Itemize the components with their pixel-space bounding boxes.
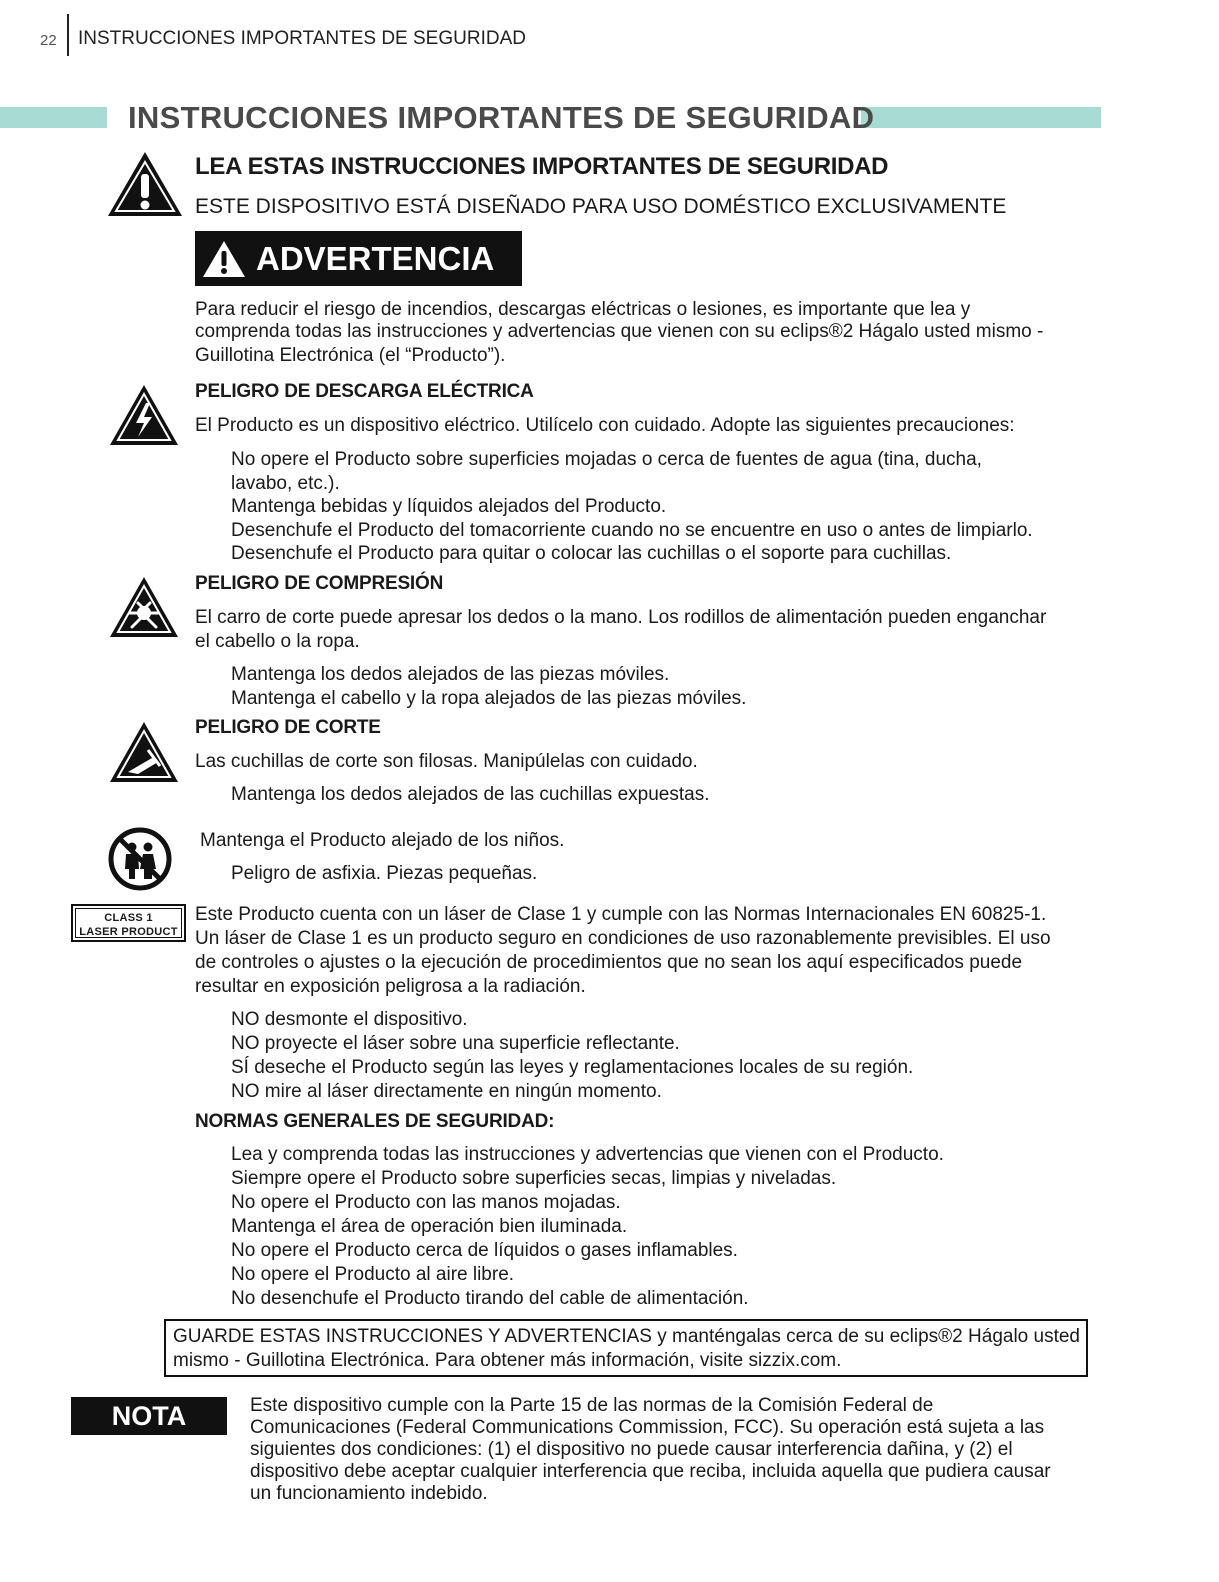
list-item: NO mire al láser directamente en ningún momento. [231,1081,662,1102]
laser-label-line2: LASER PRODUCT [79,926,178,938]
text-line: Comunicaciones (Federal Communications Commission, FCC). Su operación está sujeta a las [250,1417,1045,1438]
title-band-left [0,107,107,128]
warning-label: ADVERTENCIA [256,239,495,277]
list-item: No opere el Producto sobre superficies mojadas o cerca de fuentes de agua (tina, ducha, [231,449,982,470]
header-divider [67,14,69,56]
list-item: Peligro de asfixia. Piezas pequeñas. [231,863,538,884]
list-item: Lea y comprenda todas las instrucciones y advertencias que vienen con el Producto. [231,1144,944,1165]
cutting-text: Las cuchillas de corte son filosas. Manipúlelas con cuidado. [195,751,698,772]
list-item: Mantenga el área de operación bien iluminada. [231,1216,628,1237]
electric-shock-icon [108,383,180,447]
intro-heading: LEA ESTAS INSTRUCCIONES IMPORTANTES DE SEGURIDAD [195,153,889,180]
compression-text [195,606,1046,654]
text-line: resultar en exposición peligrosa a la radiación. [195,976,586,997]
list-item: Mantenga los dedos alejados de las cuchillas expuestas. [231,784,710,805]
laser-label-line1: CLASS 1 [104,912,153,924]
general-list [231,1143,944,1311]
list-item: Desenchufe el Producto para quitar o colocar las cuchillas o el soporte para cuchillas. [231,543,952,564]
save-instructions-box [164,1319,1088,1377]
text-line: un funcionamiento indebido. [250,1483,488,1504]
text-line: Guillotina Electrónica (el “Producto”). [195,345,506,366]
general-heading: NORMAS GENERALES DE SEGURIDAD: [195,1111,555,1132]
text-line: Este Producto cuenta con un láser de Clase 1 y cumple con las Normas Internacionales EN 60825-1. [195,904,1047,925]
text-line: comprenda todas las instrucciones y advertencias que vienen con su eclips®2 Hágalo usted mismo - [195,321,1044,342]
compression-list [231,663,746,711]
text-line: El carro de corte puede apresar los dedos o la mano. Los rodillos de alimentación pueden enganchar [195,607,1047,628]
text-line: Un láser de Clase 1 es un producto seguro en condiciones de uso razonablemente previsibles. El uso [195,928,1051,949]
no-children-icon [108,827,172,891]
laser-text [195,903,1051,999]
text-line: mismo - Guillotina Electrónica. Para obtener más información, visite sizzix.com. [173,1350,842,1371]
cutting-list [231,783,709,807]
electric-heading: PELIGRO DE DESCARGA ELÉCTRICA [195,381,534,402]
text-line: el cabello o la ropa. [195,631,360,652]
page-title: INSTRUCCIONES IMPORTANTES DE SEGURIDAD [128,100,875,135]
list-item: Mantenga el cabello y la ropa alejados de las piezas móviles. [231,688,747,709]
list-item: Siempre opere el Producto sobre superficies secas, limpias y niveladas. [231,1168,837,1189]
pinch-hazard-icon [108,575,180,639]
page-number: 22 [40,32,57,49]
list-item: No opere el Producto al aire libre. [231,1264,515,1285]
text-line: de controles o ajustes o la ejecución de procedimientos que no sean los aquí especificados puede [195,952,1023,973]
cut-hazard-icon [108,720,180,784]
note-label: NOTA [71,1397,227,1435]
text-line: Este dispositivo cumple con la Parte 15 de las normas de la Comisión Federal de [250,1395,934,1416]
list-item: NO proyecte el láser sobre una superficie reflectante. [231,1033,680,1054]
list-item: No desenchufe el Producto tirando del cable de alimentación. [231,1288,749,1309]
laser-class-label [71,904,186,942]
warning-text [195,299,1043,367]
list-item: Mantenga los dedos alejados de las piezas móviles. [231,664,670,685]
list-item: No opere el Producto cerca de líquidos o gases inflamables. [231,1240,738,1261]
list-item: Desenchufe el Producto del tomacorriente cuando no se encuentre en uso o antes de limpiarlo. [231,519,1033,541]
title-band-right [861,107,1101,128]
warning-banner [195,231,522,286]
text-line: GUARDE ESTAS INSTRUCCIONES Y ADVERTENCIAS y manténgalas cerca de su eclips®2 Hágalo usted [173,1326,1080,1347]
text-line: Para reducir el riesgo de incendios, descargas eléctricas o lesiones, es importante que lea y [195,299,971,320]
children-text: Mantenga el Producto alejado de los niños. [200,830,565,851]
list-item: No opere el Producto con las manos mojadas. [231,1192,621,1213]
laser-list [231,1008,913,1104]
compression-heading: PELIGRO DE COMPRESIÓN [195,573,444,594]
text-line: siguientes dos condiciones: (1) el dispositivo no puede causar interferencia dañina, y (2) el [250,1439,1013,1460]
list-item: NO desmonte el dispositivo. [231,1009,468,1030]
text-line: dispositivo debe aceptar cualquier interferencia que reciba, incluida aquella que pudiera causar [250,1461,1051,1482]
children-list [231,862,537,886]
note-text [250,1395,1051,1505]
list-item: SÍ deseche el Producto según las leyes y reglamentaciones locales de su región. [231,1057,914,1078]
intro-subheading: ESTE DISPOSITIVO ESTÁ DISEÑADO PARA USO DOMÉSTICO EXCLUSIVAMENTE [195,195,1007,218]
list-item: lavabo, etc.). [231,472,340,494]
warning-small-icon [202,240,246,278]
cutting-heading: PELIGRO DE CORTE [195,717,381,738]
electric-list [231,448,1033,566]
list-item: Mantenga bebidas y líquidos alejados del Producto. [231,496,667,517]
electric-text: El Producto es un dispositivo eléctrico. Utilícelo con cuidado. Adopte las siguientes precauciones: [195,415,1015,436]
running-title: INSTRUCCIONES IMPORTANTES DE SEGURIDAD [78,28,526,49]
laser-class-label-inner [75,908,182,938]
warning-triangle-icon [106,150,184,218]
